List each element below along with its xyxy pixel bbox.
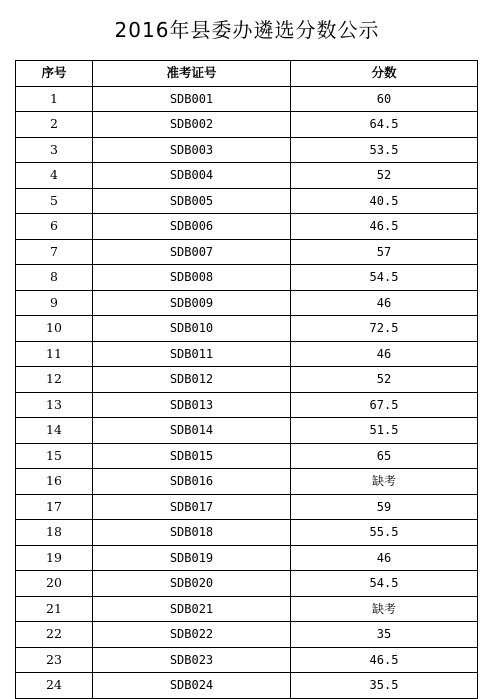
- cell-score: 52: [291, 367, 478, 393]
- cell-score: 51.5: [291, 418, 478, 444]
- cell-seq: 13: [16, 392, 93, 418]
- cell-exam-id: SDB015: [93, 443, 291, 469]
- table-row: [16, 137, 478, 163]
- cell-exam-id: SDB017: [93, 494, 291, 520]
- cell-score: 40.5: [291, 188, 478, 214]
- table-row: [16, 341, 478, 367]
- cell-seq: 22: [16, 622, 93, 648]
- cell-exam-id: SDB018: [93, 520, 291, 546]
- cell-seq: 18: [16, 520, 93, 546]
- cell-seq: 9: [16, 290, 93, 316]
- table-row: [16, 673, 478, 699]
- cell-score: 65: [291, 443, 478, 469]
- cell-exam-id: SDB006: [93, 214, 291, 240]
- table-row: [16, 188, 478, 214]
- table-row: [16, 520, 478, 546]
- table-row: [16, 214, 478, 240]
- header-exam-id: 准考证号: [93, 61, 291, 87]
- cell-seq: 6: [16, 214, 93, 240]
- cell-score: 35.5: [291, 673, 478, 699]
- cell-exam-id: SDB005: [93, 188, 291, 214]
- table-row: [16, 596, 478, 622]
- table-header-row: [16, 61, 478, 87]
- cell-exam-id: SDB008: [93, 265, 291, 291]
- cell-score: 46: [291, 545, 478, 571]
- cell-score: 60: [291, 86, 478, 112]
- cell-score: 55.5: [291, 520, 478, 546]
- table-row: [16, 545, 478, 571]
- cell-score: 35: [291, 622, 478, 648]
- table-row: [16, 622, 478, 648]
- cell-exam-id: SDB023: [93, 647, 291, 673]
- table-row: [16, 163, 478, 189]
- cell-score: 缺考: [291, 469, 478, 495]
- cell-exam-id: SDB020: [93, 571, 291, 597]
- cell-score: 54.5: [291, 265, 478, 291]
- table-row: [16, 316, 478, 342]
- header-seq: 序号: [16, 61, 93, 87]
- cell-exam-id: SDB024: [93, 673, 291, 699]
- cell-score: 59: [291, 494, 478, 520]
- table-row: [16, 443, 478, 469]
- cell-score: 54.5: [291, 571, 478, 597]
- table-row: [16, 265, 478, 291]
- cell-exam-id: SDB003: [93, 137, 291, 163]
- cell-exam-id: SDB001: [93, 86, 291, 112]
- cell-score: 53.5: [291, 137, 478, 163]
- cell-exam-id: SDB022: [93, 622, 291, 648]
- cell-exam-id: SDB010: [93, 316, 291, 342]
- cell-seq: 7: [16, 239, 93, 265]
- cell-score: 52: [291, 163, 478, 189]
- cell-seq: 14: [16, 418, 93, 444]
- cell-seq: 23: [16, 647, 93, 673]
- table-row: [16, 367, 478, 393]
- cell-exam-id: SDB007: [93, 239, 291, 265]
- table-row: [16, 112, 478, 138]
- table-row: [16, 494, 478, 520]
- table-row: [16, 239, 478, 265]
- cell-seq: 11: [16, 341, 93, 367]
- table-row: [16, 647, 478, 673]
- cell-exam-id: SDB004: [93, 163, 291, 189]
- table-row: [16, 290, 478, 316]
- cell-exam-id: SDB011: [93, 341, 291, 367]
- table-row: [16, 418, 478, 444]
- cell-score: 64.5: [291, 112, 478, 138]
- cell-seq: 4: [16, 163, 93, 189]
- cell-seq: 8: [16, 265, 93, 291]
- cell-score: 46.5: [291, 647, 478, 673]
- cell-score: 46: [291, 341, 478, 367]
- page-title: 2016年县委办遴选分数公示: [114, 18, 380, 42]
- cell-score: 46: [291, 290, 478, 316]
- cell-seq: 3: [16, 137, 93, 163]
- table-body: [16, 86, 478, 698]
- table-row: [16, 571, 478, 597]
- cell-exam-id: SDB014: [93, 418, 291, 444]
- cell-seq: 16: [16, 469, 93, 495]
- cell-seq: 20: [16, 571, 93, 597]
- cell-exam-id: SDB002: [93, 112, 291, 138]
- cell-seq: 19: [16, 545, 93, 571]
- cell-score: 72.5: [291, 316, 478, 342]
- score-table: [15, 60, 478, 699]
- cell-exam-id: SDB009: [93, 290, 291, 316]
- cell-seq: 21: [16, 596, 93, 622]
- cell-exam-id: SDB016: [93, 469, 291, 495]
- cell-seq: 17: [16, 494, 93, 520]
- cell-exam-id: SDB021: [93, 596, 291, 622]
- cell-exam-id: SDB019: [93, 545, 291, 571]
- table-row: [16, 469, 478, 495]
- cell-score: 缺考: [291, 596, 478, 622]
- cell-seq: 12: [16, 367, 93, 393]
- cell-seq: 10: [16, 316, 93, 342]
- cell-score: 57: [291, 239, 478, 265]
- cell-seq: 24: [16, 673, 93, 699]
- header-score: 分数: [291, 61, 478, 87]
- cell-exam-id: SDB013: [93, 392, 291, 418]
- cell-seq: 2: [16, 112, 93, 138]
- cell-seq: 1: [16, 86, 93, 112]
- cell-exam-id: SDB012: [93, 367, 291, 393]
- cell-score: 46.5: [291, 214, 478, 240]
- cell-seq: 5: [16, 188, 93, 214]
- cell-score: 67.5: [291, 392, 478, 418]
- table-row: [16, 392, 478, 418]
- table-row: [16, 86, 478, 112]
- cell-seq: 15: [16, 443, 93, 469]
